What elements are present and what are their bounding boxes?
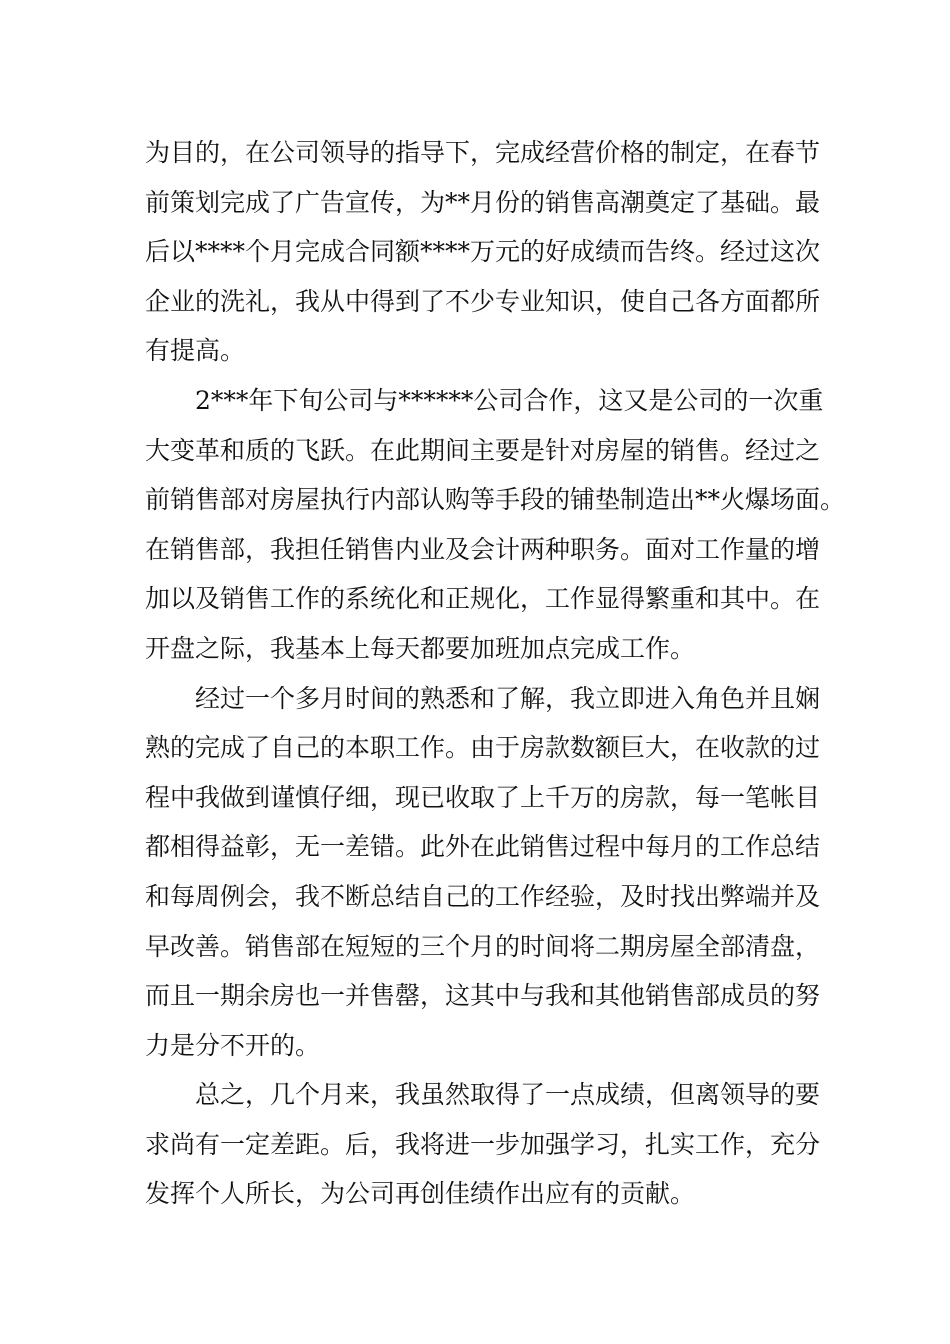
text-line: 加以及销售工作的系统化和正规化，工作显得繁重和其中。在 xyxy=(145,584,821,614)
text-line: 后以****个月完成合同额****万元的好成绩而告终。经过这次 xyxy=(145,237,821,267)
paragraph-3 xyxy=(145,674,825,1071)
text-line: 早改善。销售部在短短的三个月的时间将二期房屋全部清盘， xyxy=(145,931,821,961)
text-line: 经过一个多月时间的熟悉和了解，我立即进入角色并且娴 xyxy=(145,683,821,713)
text-line: 大变革和质的飞跃。在此期间主要是针对房屋的销售。经过之 xyxy=(145,435,821,465)
text-line: 和每周例会，我不断总结自己的工作经验，及时找出弊端并及 xyxy=(145,881,821,911)
text-line: 前销售部对房屋执行内部认购等手段的铺垫制造出**火爆场面。 xyxy=(145,485,846,515)
paragraph-1 xyxy=(145,128,825,376)
paragraph-2 xyxy=(145,376,846,674)
text-line: 为目的，在公司领导的指导下，完成经营价格的制定，在春节 xyxy=(145,138,821,167)
document-body xyxy=(145,128,846,1219)
text-line: 在销售部，我担任销售内业及会计两种职务。面对工作量的增 xyxy=(145,534,821,564)
paragraph-4 xyxy=(145,1070,825,1219)
text-line: 总之，几个月来，我虽然取得了一点成绩，但离领导的要 xyxy=(145,1080,821,1110)
text-line: 发挥个人所长，为公司再创佳绩作出应有的贡献。 xyxy=(145,1179,696,1209)
text-line: 熟的完成了自己的本职工作。由于房款数额巨大，在收款的过 xyxy=(145,733,821,763)
text-line: 而且一期余房也一并售罄，这其中与我和其他销售部成员的努 xyxy=(145,981,821,1011)
text-line: 力是分不开的。 xyxy=(145,1030,321,1060)
text-line: 有提高。 xyxy=(145,336,246,366)
text-line: 前策划完成了广告宣传，为**月份的销售高潮奠定了基础。最 xyxy=(145,187,821,217)
text-line: 企业的洗礼，我从中得到了不少专业知识，使自己各方面都所 xyxy=(145,286,821,316)
text-line: 求尚有一定差距。后，我将进一步加强学习，扎实工作，充分 xyxy=(145,1129,821,1159)
text-line: 都相得益彰，无一差错。此外在此销售过程中每月的工作总结 xyxy=(145,832,821,862)
text-line: 开盘之际，我基本上每天都要加班加点完成工作。 xyxy=(145,633,696,663)
text-line: 程中我做到谨慎仔细，现已收取了上千万的房款，每一笔帐目 xyxy=(145,782,821,812)
text-line: 2***年下旬公司与******公司合作，这又是公司的一次重 xyxy=(145,385,824,415)
